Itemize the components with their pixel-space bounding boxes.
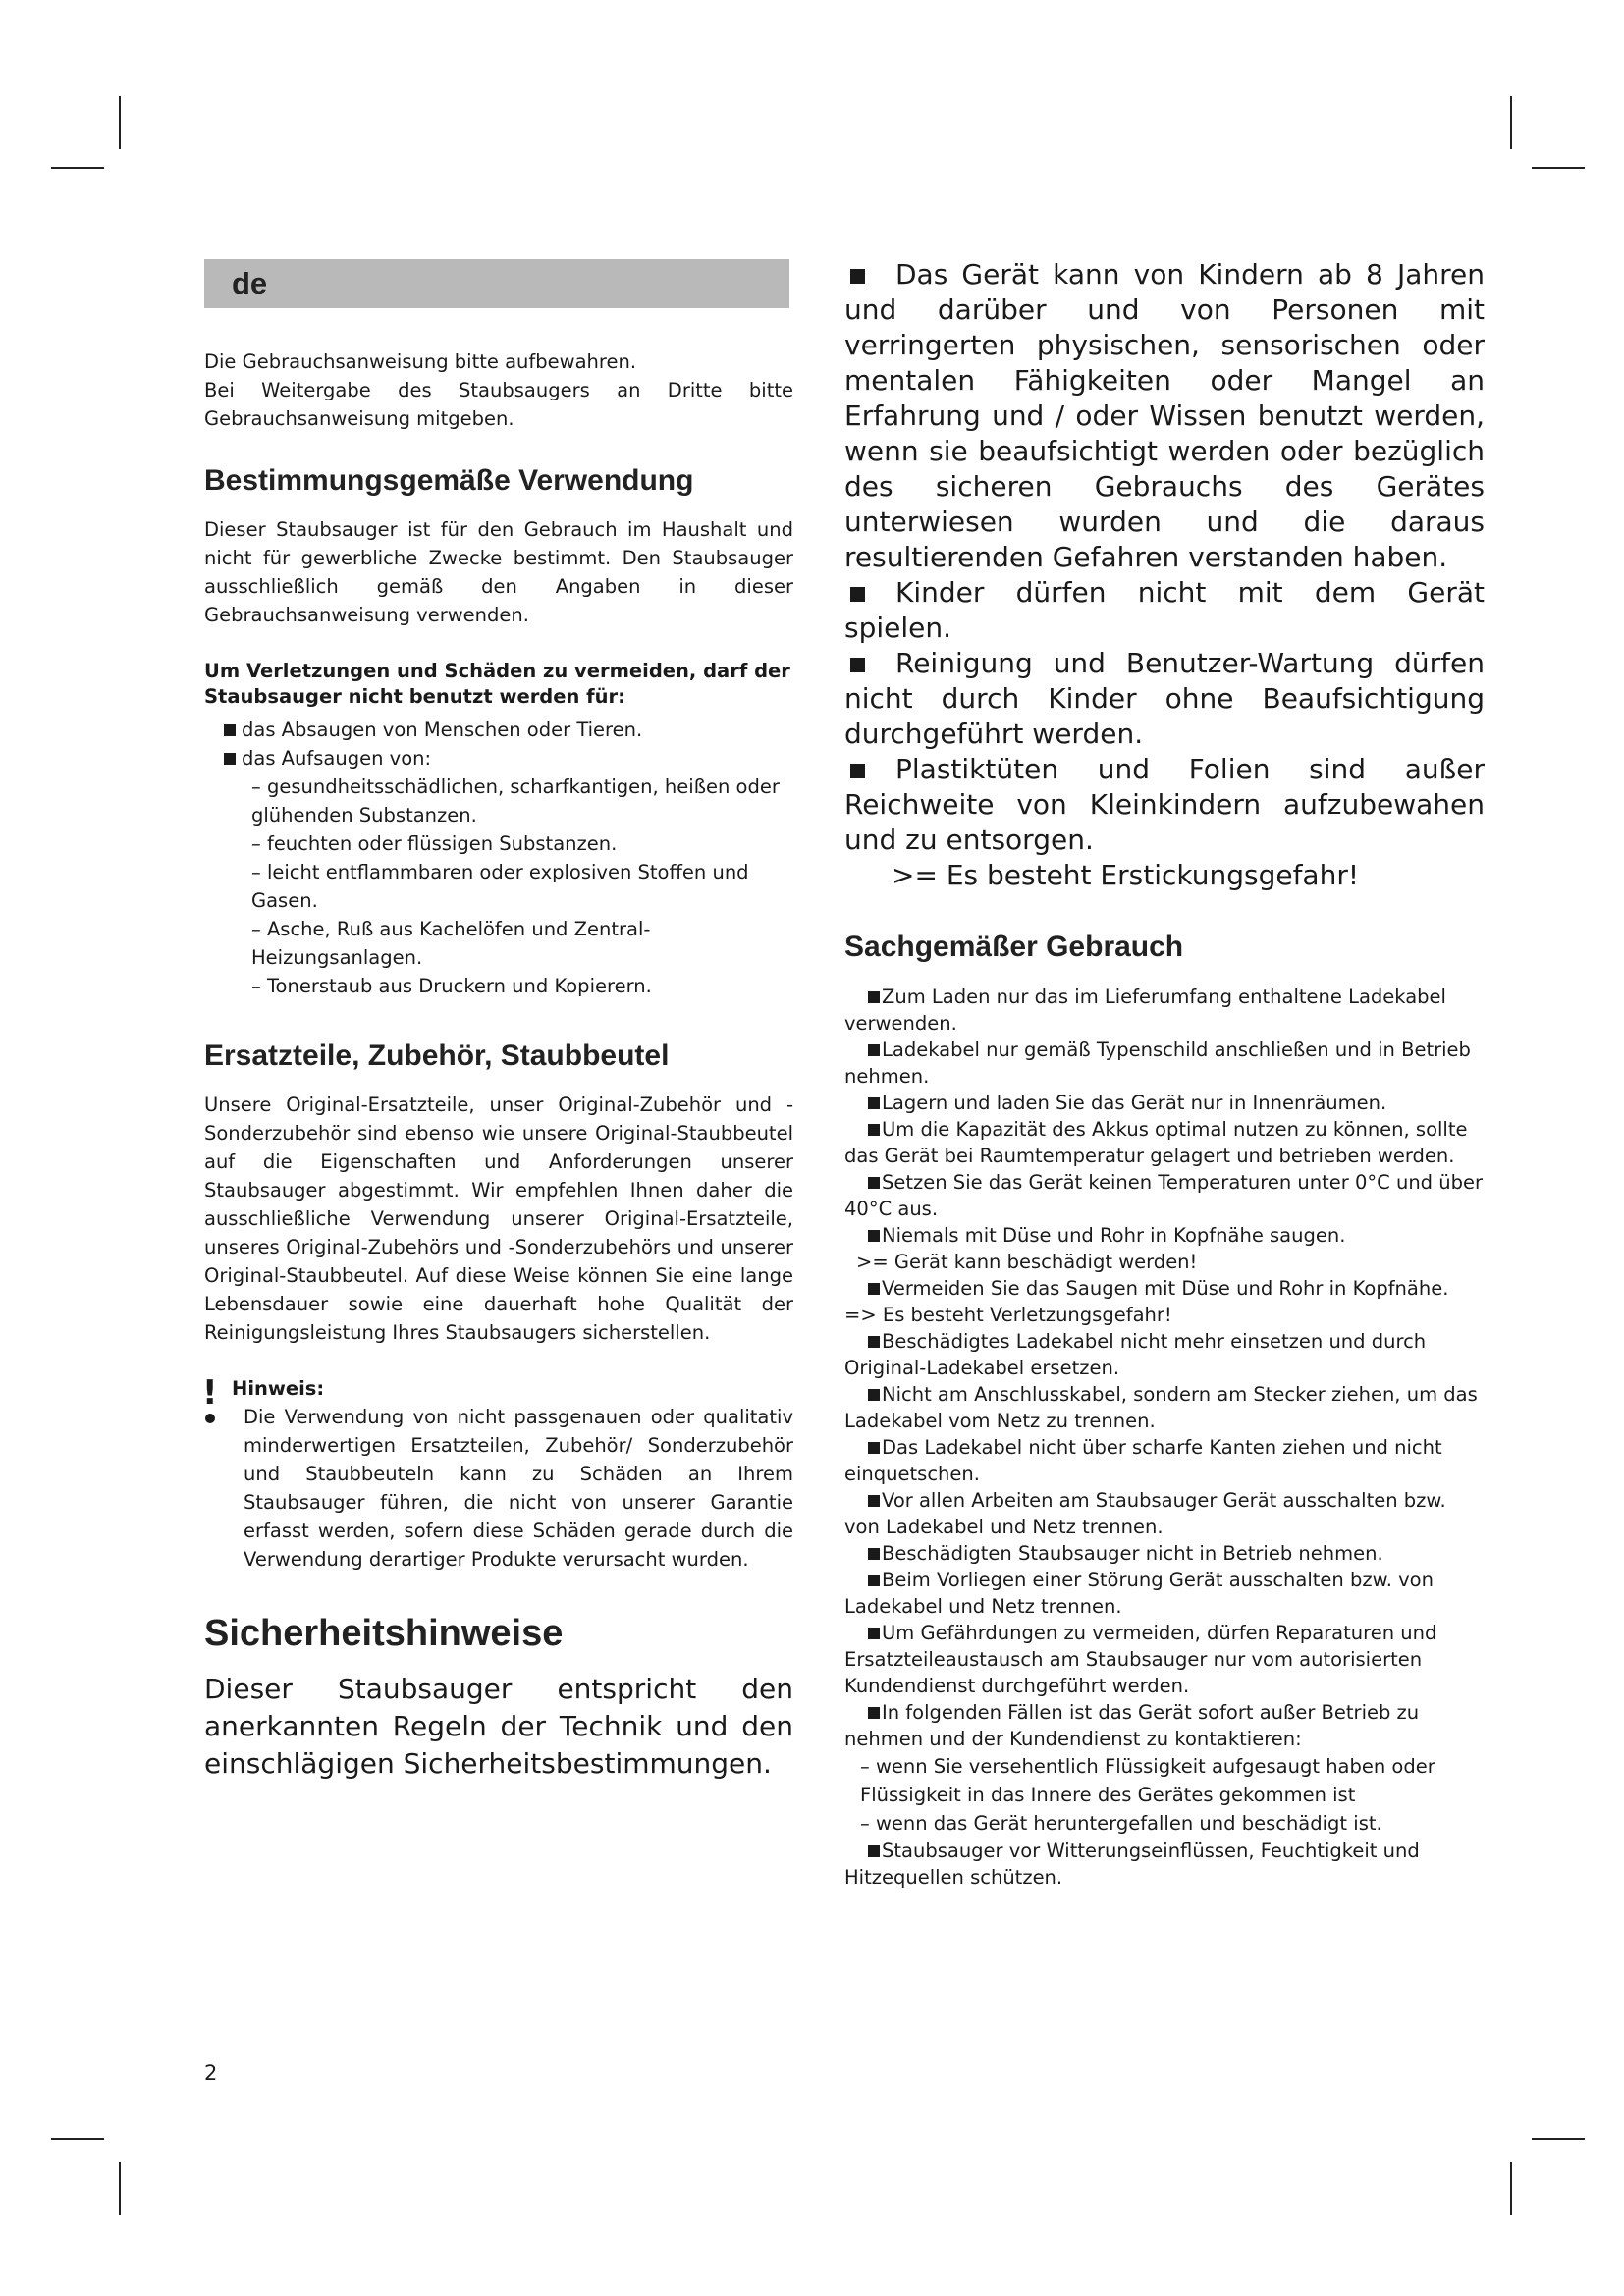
prohibited-list	[204, 716, 793, 773]
proper-use-list-2	[844, 1275, 1485, 1752]
list-item: – feuchten oder flüssigen Substanzen.	[251, 832, 618, 855]
list-item: Beschädigtes Ladekabel nicht mehr einsetzen und durch Original-Ladekabel ersetzen.	[844, 1330, 1427, 1379]
list-item: Um die Kapazität des Akkus optimal nutzen zu können, sollte das Gerät bei Raumtemperatur gelagert und betrieben werden.	[844, 1118, 1468, 1167]
bullet-square-icon	[868, 1283, 880, 1295]
intended-use-text: Dieser Staubsauger ist für den Gebrauch im Haushalt und nicht für gewerbliche Zwecke bestimmt. Den Staubsauger ausschließlich gemäß den Angaben in dieser Gebrauchsanweisung verwenden.	[204, 518, 793, 626]
list-item: Vermeiden Sie das Saugen mit Düse und Rohr in Kopfnähe. => Es besteht Verletzungsgefahr!	[844, 1277, 1449, 1326]
crop-mark	[51, 167, 104, 169]
bullet-square-icon	[850, 764, 865, 778]
intro	[204, 347, 793, 433]
list-item: Setzen Sie das Gerät keinen Temperaturen unter 0°C und über 40°C aus.	[844, 1171, 1484, 1220]
bullet-square-icon	[868, 1442, 880, 1454]
note-text: Die Verwendung von nicht passgenauen oder qualitativ minderwertigen Ersatzteilen, Zubehör/ Sonderzubehör und Staubbeuteln kann zu Schäden an Ihrem Staubsauger führen, die nicht von unserer Garantie erfasst werden, sofern diese Schäden gerade durch die Verwendung derartiger Produkte verursacht wurden.	[244, 1406, 793, 1571]
list-item: Um Gefährdungen zu vermeiden, dürfen Reparaturen und Ersatzteileaustausch am Staubsauger nur vom autorisierten Kundendienst durchgeführt werden.	[844, 1622, 1437, 1697]
crop-mark	[1510, 2162, 1512, 2215]
bullet-square-icon	[850, 658, 865, 672]
bullet-square-icon	[868, 1628, 880, 1639]
bullet-square-icon	[868, 1389, 880, 1401]
list-item: Plastiktüten und Folien sind außer Reichweite von Kleinkindern aufzubewahen und zu entsorgen.	[844, 753, 1485, 856]
right-column	[844, 257, 1485, 1891]
list-item: – wenn Sie versehentlich Flüssigkeit aufgesaugt haben oder Flüssigkeit in das Innere des Gerätes gekommen ist	[860, 1755, 1435, 1806]
bullet-square-icon	[868, 1707, 880, 1719]
conditions-list	[844, 1752, 1485, 1838]
list-item: – leicht entflammbaren oder explosiven Stoffen und Gasen.	[251, 861, 749, 912]
safety-lead-text: Dieser Staubsauger entspricht den anerkannten Regeln der Technik und den einschlägigen Sicherheitsbestimmungen.	[204, 1673, 793, 1780]
exclamation-icon: !	[202, 1373, 218, 1413]
bullet-square-icon	[868, 1336, 880, 1348]
section-heading-spare-parts: Ersatzteile, Zubehör, Staubbeutel	[204, 1040, 670, 1072]
bullet-square-icon	[868, 991, 880, 1003]
proper-use-list-3	[844, 1838, 1485, 1891]
section-heading-intended-use: Bestimmungsgemäße Verwendung	[204, 464, 694, 497]
list-item: Beschädigten Staubsauger nicht in Betrieb nehmen.	[844, 1540, 1485, 1567]
bullet-square-icon	[850, 269, 865, 284]
list-item: Lagern und laden Sie das Gerät nur in Innenräumen.	[844, 1090, 1485, 1116]
note-title: Hinweis:	[232, 1377, 325, 1400]
bullet-square-icon	[868, 1124, 880, 1136]
crop-mark	[1532, 167, 1585, 169]
intro-line: Die Gebrauchsanweisung bitte aufbewahren.	[204, 350, 637, 373]
list-item: Kinder dürfen nicht mit dem Gerät spielen.	[844, 576, 1485, 644]
bullet-square-icon	[850, 587, 865, 602]
bullet-square-icon	[224, 753, 236, 765]
list-item: – Asche, Ruß aus Kachelöfen und Zentral- Heizungsanlagen.	[251, 918, 651, 969]
section-heading-safety: Sicherheitshinweise	[204, 1613, 564, 1654]
page-number: 2	[204, 2061, 218, 2085]
bullet-square-icon	[868, 1097, 880, 1109]
bullet-square-icon	[224, 724, 236, 736]
list-item: das Aufsaugen von:	[204, 744, 793, 773]
substance-list	[204, 773, 793, 1000]
list-item: Staubsauger vor Witterungseinflüssen, Feuchtigkeit und Hitzequellen schützen.	[844, 1840, 1420, 1889]
list-item: Zum Laden nur das im Lieferumfang enthaltene Ladekabel verwenden.	[844, 986, 1446, 1035]
suffocation-note: >= Es besteht Erstickungsgefahr!	[892, 859, 1360, 891]
crop-mark	[1510, 96, 1512, 149]
language-tab	[204, 259, 789, 308]
intro-line: Bei Weitergabe des Staubsaugers an Dritte bitte Gebrauchsanweisung mitgeben.	[204, 379, 793, 430]
crop-mark	[119, 96, 121, 149]
list-item: – gesundheitsschädlichen, scharfkantigen, heißen oder glühenden Substanzen.	[251, 775, 780, 827]
list-item: – wenn das Gerät heruntergefallen und beschädigt ist.	[860, 1812, 1382, 1835]
crop-mark	[1532, 2138, 1585, 2140]
list-item: Niemals mit Düse und Rohr in Kopfnähe saugen.	[844, 1222, 1485, 1249]
list-item: das Absaugen von Menschen oder Tieren.	[204, 716, 793, 744]
safety-list	[844, 257, 1485, 858]
list-item: In folgenden Fällen ist das Gerät sofort außer Betrieb zu nehmen und der Kundendienst zu kontaktieren:	[844, 1701, 1420, 1750]
bullet-square-icon	[868, 1548, 880, 1560]
list-item: – Tonerstaub aus Druckern und Kopierern.	[251, 975, 652, 997]
note-dot-icon	[205, 1414, 215, 1423]
list-item: Vor allen Arbeiten am Staubsauger Gerät ausschalten bzw. von Ladekabel und Netz trennen.	[844, 1489, 1446, 1538]
bullet-square-icon	[868, 1575, 880, 1586]
bullet-square-icon	[868, 1177, 880, 1189]
crop-mark	[119, 2162, 121, 2215]
bullet-square-icon	[868, 1230, 880, 1242]
list-item: Das Gerät kann von Kindern ab 8 Jahren und darüber und von Personen mit verringerten physischen, sensorischen oder mentalen Fähigkeiten oder Mangel an Erfahrung und / oder Wissen benutzt werden, wenn sie beaufsichtigt werden oder bezüglich des sicheren Gebrauchs des Gerätes unterwiesen wurden und die daraus resultierenden Gefahren verstanden haben.	[844, 258, 1485, 573]
crop-mark	[51, 2138, 104, 2140]
spare-parts-text: Unsere Original-Ersatzteile, unser Original-Zubehör und -Sonderzubehör sind ebenso wie unsere Original-Staubbeutel auf die Eigenschaften und Anforderungen unserer Staubsauger abgestimmt. Wir empfehlen Ihnen daher die ausschließliche Verwendung unserer Original-Ersatzteile, unseres Original-Zubehörs und -Sonderzubehörs und unserer Original-Staubbeutel. Auf diese Weise können Sie eine lange Lebensdauer sowie eine dauerhaft hohe Qualität der Reinigungsleistung Ihres Staubsaugers sicherstellen.	[204, 1094, 793, 1344]
warning-heading: Um Verletzungen und Schäden zu vermeiden, darf der Staubsauger nicht benutzt werden für:	[204, 660, 790, 708]
language-label: de	[232, 266, 268, 300]
note-box	[204, 1374, 793, 1574]
list-item: Beim Vorliegen einer Störung Gerät ausschalten bzw. von Ladekabel und Netz trennen.	[844, 1569, 1434, 1618]
bullet-square-icon	[868, 1044, 880, 1056]
left-column	[204, 259, 793, 1783]
list-item: Ladekabel nur gemäß Typenschild anschließen und in Betrieb nehmen.	[844, 1039, 1471, 1088]
list-item: Reinigung und Benutzer-Wartung dürfen nicht durch Kinder ohne Beaufsichtigung durchgeführt werden.	[844, 647, 1485, 750]
proper-use-list	[844, 984, 1485, 1249]
list-item: Nicht am Anschlusskabel, sondern am Stecker ziehen, um das Ladekabel vom Netz zu trennen.	[844, 1383, 1478, 1432]
bullet-square-icon	[868, 1495, 880, 1507]
damage-note: >= Gerät kann beschädigt werden!	[856, 1251, 1198, 1273]
list-item: Das Ladekabel nicht über scharfe Kanten ziehen und nicht einquetschen.	[844, 1436, 1442, 1485]
bullet-square-icon	[868, 1845, 880, 1857]
section-heading-proper-use: Sachgemäßer Gebrauch	[844, 931, 1184, 963]
